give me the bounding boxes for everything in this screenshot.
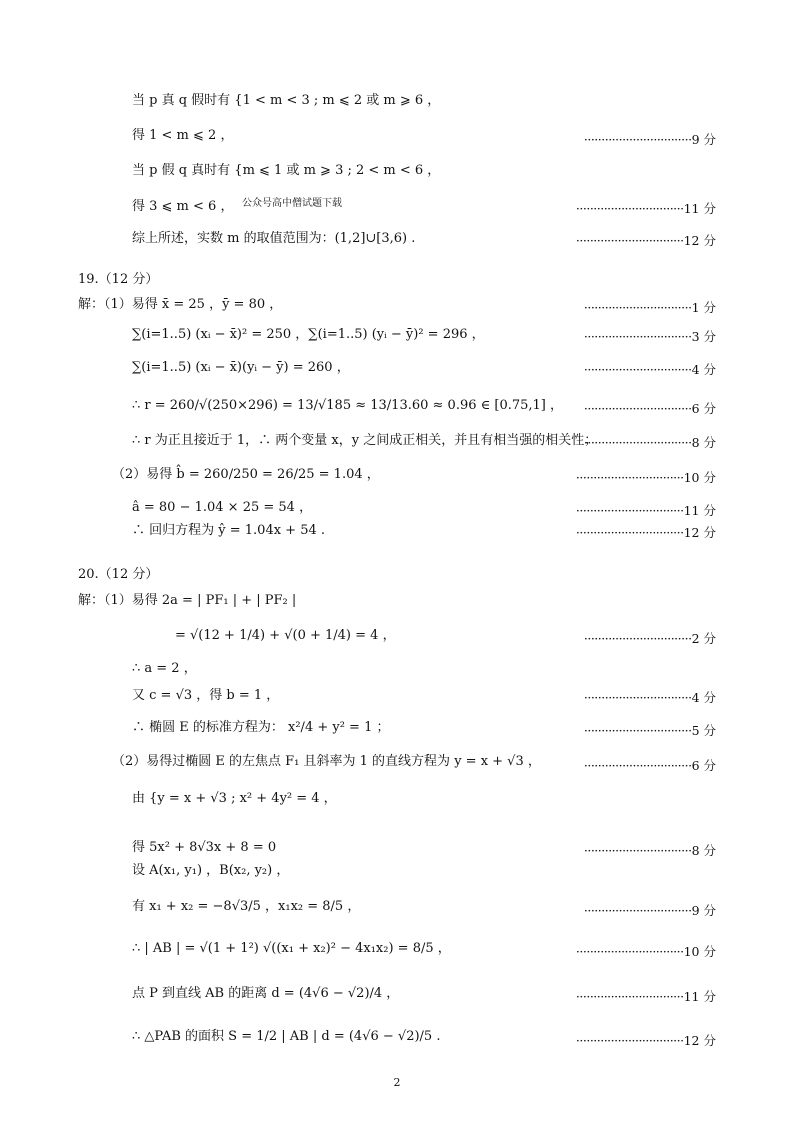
score-marker	[576, 1032, 716, 1050]
text-line: 19.（12 分）	[78, 272, 159, 287]
score-marker	[576, 469, 716, 487]
dot-leader: ·······························	[575, 201, 684, 216]
score-label: 11 分	[683, 201, 716, 216]
score-marker	[584, 361, 716, 379]
text-line: 点 P 到直线 AB 的距离 d = (4√6 − √2)/4 ，	[132, 986, 400, 1001]
text-line: ∴ r 为正且接近于 1，∴ 两个变量 x，y 之间成正相关，并且有相当强的相关性；	[132, 433, 598, 448]
score-label: 8 分	[691, 435, 716, 450]
dot-leader: ·······························	[583, 903, 692, 918]
dot-leader: ·······························	[575, 1033, 684, 1048]
text-line: 由 {y = x + √3 ; x² + 4y² = 4 ，	[132, 791, 337, 806]
score-marker	[584, 299, 716, 317]
text-line: 得 1 < m ⩽ 2 ，	[132, 128, 234, 143]
dot-leader: ·······························	[575, 470, 684, 485]
text-line: ∴ 椭圆 E 的标准方程为： x²/4 + y² = 1 ；	[132, 720, 390, 735]
text-line: （2）易得 b̂ = 260/250 = 26/25 = 1.04 ，	[112, 467, 380, 482]
text-line: ∴ | AB | = √(1 + 1²) √((x₁ + x₂)² − 4x₁x₂) = 8/5 ，	[132, 941, 451, 956]
score-marker	[576, 988, 716, 1006]
text-line: ∴ △PAB 的面积 S = 1/2 | AB | d = (4√6 − √2)/5 .	[132, 1029, 441, 1044]
dot-leader: ·······························	[583, 758, 692, 773]
score-marker	[584, 842, 716, 860]
score-label: 2 分	[691, 631, 716, 646]
text-line: 解：（1）易得 2a = | PF₁ | + | PF₂ |	[78, 593, 297, 608]
dot-leader: ·······························	[575, 989, 684, 1004]
text-line: 20.（12 分）	[78, 567, 159, 582]
score-label: 9 分	[691, 903, 716, 918]
dot-leader: ·······························	[583, 690, 692, 705]
score-label: 12 分	[683, 233, 716, 248]
score-marker	[576, 200, 716, 218]
score-marker	[576, 232, 716, 250]
score-marker	[584, 757, 716, 775]
score-label: 4 分	[691, 362, 716, 377]
score-label: 6 分	[691, 758, 716, 773]
score-label: 12 分	[683, 1033, 716, 1048]
score-marker	[584, 902, 716, 920]
text-line: â = 80 − 1.04 × 25 = 54 ，	[132, 500, 313, 515]
score-label: 5 分	[691, 723, 716, 738]
text-line: 得 3 ⩽ m < 6 ，	[132, 199, 234, 214]
score-label: 8 分	[691, 843, 716, 858]
text-line: 得 5x² + 8√3x + 8 = 0	[132, 840, 277, 855]
text-line: 又 c = √3 ，得 b = 1 ，	[132, 688, 280, 703]
watermark-text: 公众号高中僧试题下载	[242, 198, 342, 209]
dot-leader: ·······························	[583, 401, 692, 416]
text-line: 当 p 假 q 真时有 {m ⩽ 1 或 m ⩾ 3 ; 2 < m < 6 ，	[132, 163, 441, 178]
dot-leader: ·······························	[575, 525, 684, 540]
score-marker	[584, 689, 716, 707]
dot-leader: ·······························	[575, 503, 684, 518]
score-marker	[584, 131, 716, 149]
score-label: 4 分	[691, 690, 716, 705]
dot-leader: ·······························	[575, 944, 684, 959]
page-number: 2	[393, 1076, 401, 1089]
score-label: 12 分	[683, 525, 716, 540]
dot-leader: ·······························	[583, 435, 692, 450]
text-line: 当 p 真 q 假时有 {1 < m < 3 ; m ⩽ 2 或 m ⩾ 6 ，	[132, 93, 441, 108]
dot-leader: ·······························	[583, 723, 692, 738]
score-label: 10 分	[683, 470, 716, 485]
dot-leader: ·······························	[583, 843, 692, 858]
text-line: ∴ a = 2 ，	[132, 661, 197, 676]
text-line: 设 A(x₁, y₁) ，B(x₂, y₂) ，	[132, 863, 290, 878]
score-label: 11 分	[683, 503, 716, 518]
score-marker	[576, 943, 716, 961]
text-line: ∴ r = 260/√(250×296) = 13/√185 ≈ 13/13.60 ≈ 0.96 ∈ [0.75,1] ，	[132, 398, 563, 413]
score-label: 1 分	[691, 300, 716, 315]
score-label: 11 分	[683, 989, 716, 1004]
text-line: 有 x₁ + x₂ = −8√3/5 ，x₁x₂ = 8/5 ，	[132, 899, 361, 914]
text-line: 综上所述，实数 m 的取值范围为：(1,2]∪[3,6) .	[132, 231, 416, 246]
dot-leader: ·······························	[583, 132, 692, 147]
dot-leader: ·······························	[583, 631, 692, 646]
text-line: ∑(i=1..5) (xᵢ − x̄)(yᵢ − ȳ) = 260 ，	[132, 360, 350, 375]
dot-leader: ·······························	[583, 300, 692, 315]
score-marker	[584, 434, 716, 452]
text-line: ∴ 回归方程为 ŷ = 1.04x + 54 .	[132, 523, 326, 538]
score-label: 10 分	[683, 944, 716, 959]
score-label: 6 分	[691, 401, 716, 416]
score-label: 3 分	[691, 329, 716, 344]
text-line: = √(12 + 1/4) + √(0 + 1/4) = 4 ，	[175, 628, 396, 643]
score-marker	[576, 524, 716, 542]
score-marker	[576, 502, 716, 520]
score-marker	[584, 328, 716, 346]
dot-leader: ·······························	[583, 362, 692, 377]
score-marker	[584, 630, 716, 648]
score-label: 9 分	[691, 132, 716, 147]
dot-leader: ·······························	[583, 329, 692, 344]
score-marker	[584, 722, 716, 740]
dot-leader: ·······························	[575, 233, 684, 248]
score-marker	[584, 400, 716, 418]
text-line: 解：（1）易得 x̄ = 25 ，ȳ = 80 ，	[78, 297, 283, 312]
text-line: ∑(i=1..5) (xᵢ − x̄)² = 250 ，∑(i=1..5) (yᵢ − ȳ)² = 296 ，	[132, 327, 485, 342]
text-line: （2）易得过椭圆 E 的左焦点 F₁ 且斜率为 1 的直线方程为 y = x + √3 ，	[112, 754, 541, 769]
